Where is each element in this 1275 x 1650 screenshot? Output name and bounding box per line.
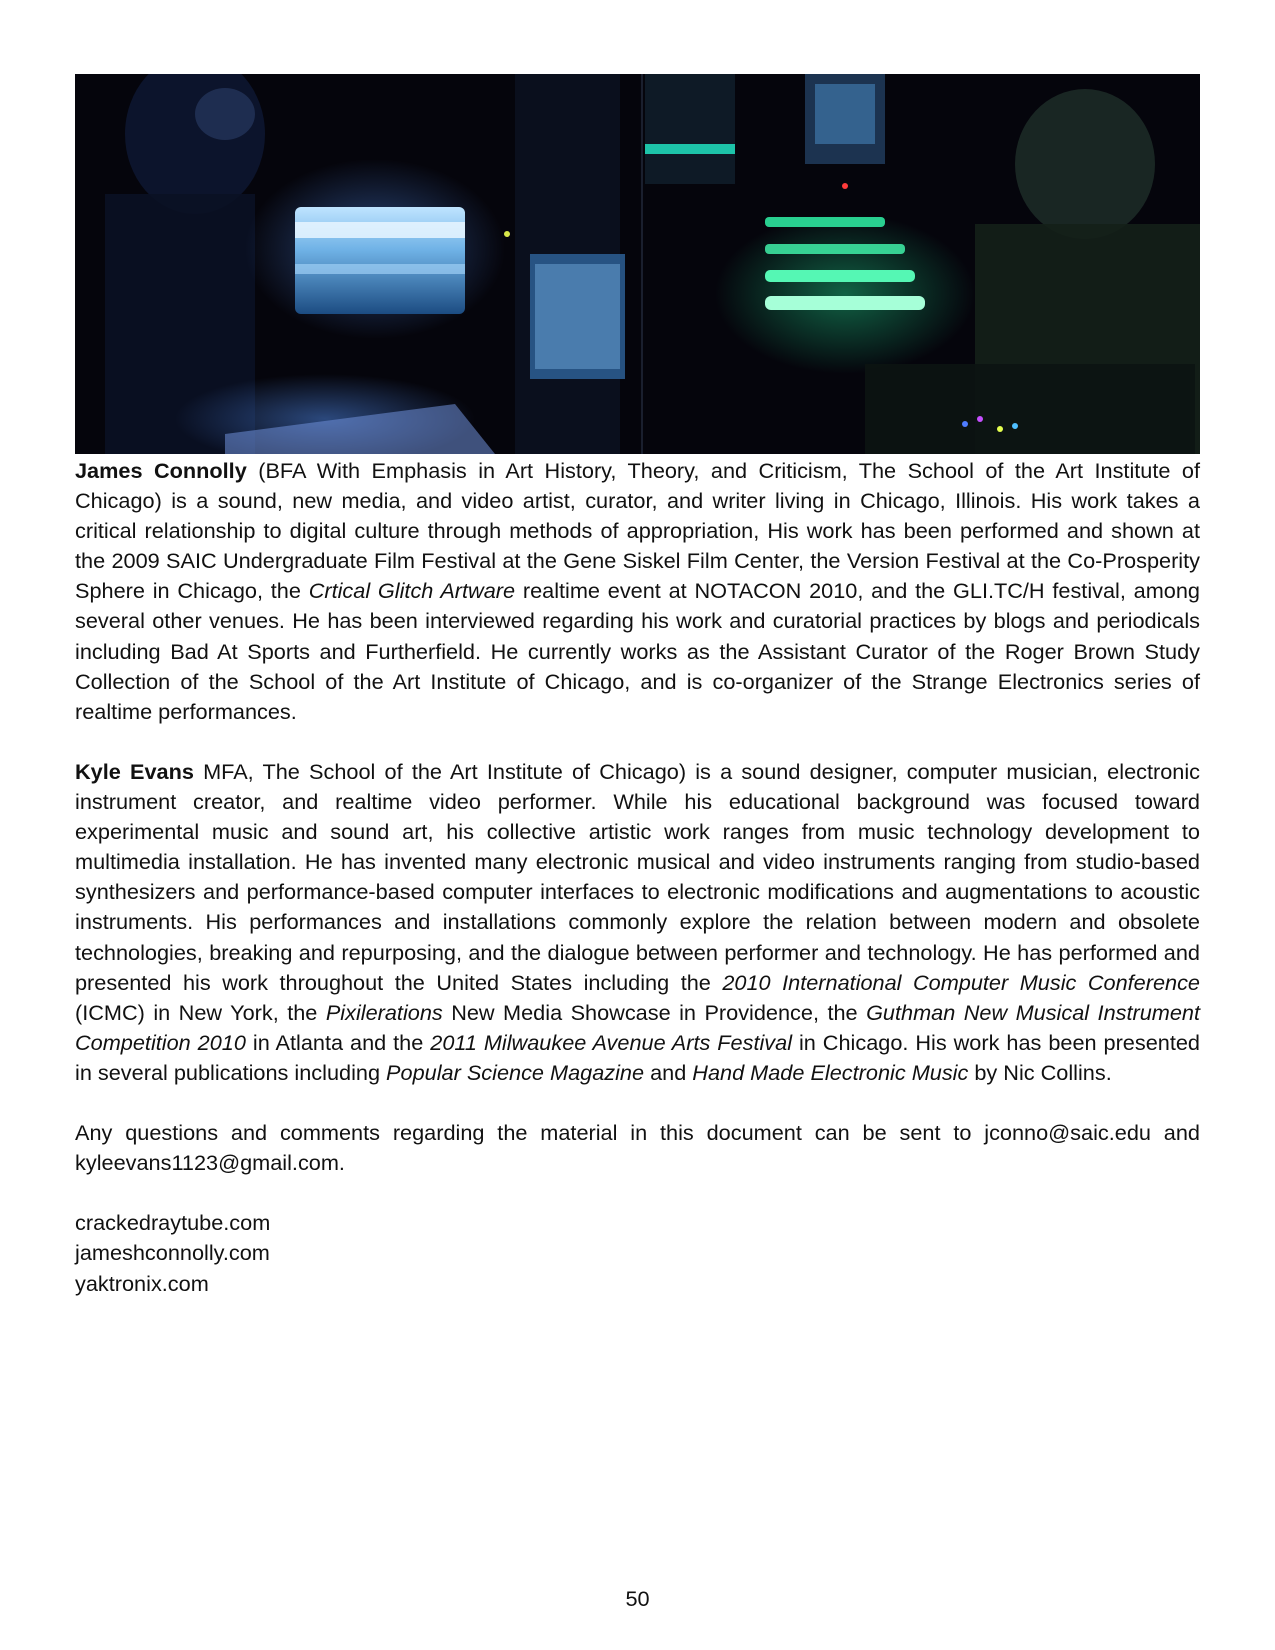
bio-name: James Connolly bbox=[75, 458, 247, 483]
bio-james-connolly: James Connolly (BFA With Emphasis in Art History, Theory, and Criticism, The School of the Art Institute of Chicago) is a sound, new media, and video artist, curator, and writer living in Chicago, Illinois. His work takes a critical relationship to digital culture through methods of appropriation, His work has been performed and shown at the 2009 SAIC Undergraduate Film Festival at the Gene Siskel Film Center, the Version Festival at the Co-Prosperity Sphere in Chicago, the Crtical Glitch Artware realtime event at NOTACON 2010, and the GLI.TC/H festival, among several other venues. He has been interviewed regarding his work and curatorial practices by blogs and periodicals including Bad At Sports and Furtherfield. He currently works as the Assistant Curator of the Roger Brown Study Collection of the School of the Art Institute of Chicago, and is co-organizer of the Strange Electronics series of realtime performances. bbox=[75, 458, 1200, 724]
link-crackedraytube[interactable]: crackedraytube.com bbox=[75, 1210, 271, 1236]
website-links bbox=[75, 1208, 1200, 1298]
link-yaktronix[interactable]: yaktronix.com bbox=[75, 1270, 209, 1296]
link-jameshconnolly[interactable]: jameshconnolly.com bbox=[75, 1240, 270, 1266]
document-body bbox=[75, 456, 1200, 1329]
performance-photo bbox=[75, 74, 1200, 454]
contact-paragraph: Any questions and comments regarding the material in this document can be sent to jconno@saic.edu and kyleevans1123@gmail.com. bbox=[75, 1120, 1200, 1176]
page-number: 50 bbox=[625, 1586, 650, 1611]
bio-kyle-evans: Kyle Evans MFA, The School of the Art Institute of Chicago) is a sound designer, computer musician, electronic instrument creator, and realtime video performer. While his educational background was focused toward experimental music and sound art, his collective artistic work ranges from music technology development to multimedia installation. He has invented many electronic musical and video instruments ranging from studio-based synthesizers and performance-based computer interfaces to electronic modifications and augmentations to acoustic instruments. His performances and installations commonly explore the relation between modern and obsolete technologies, breaking and repurposing, and the dialogue between performer and technology. He has performed and presented his work throughout the United States including the 2010 International Computer Music Conference (ICMC) in New York, the Pixilerations New Media Showcase in Providence, the Guthman New Musical Instrument Competition 2010 in Atlanta and the 2011 Milwaukee Avenue Arts Festival in Chicago. His work has been presented in several publications including Popular Science Magazine and Hand Made Electronic Music by Nic Collins. bbox=[75, 758, 1201, 1085]
bio-name: Kyle Evans bbox=[75, 758, 194, 784]
